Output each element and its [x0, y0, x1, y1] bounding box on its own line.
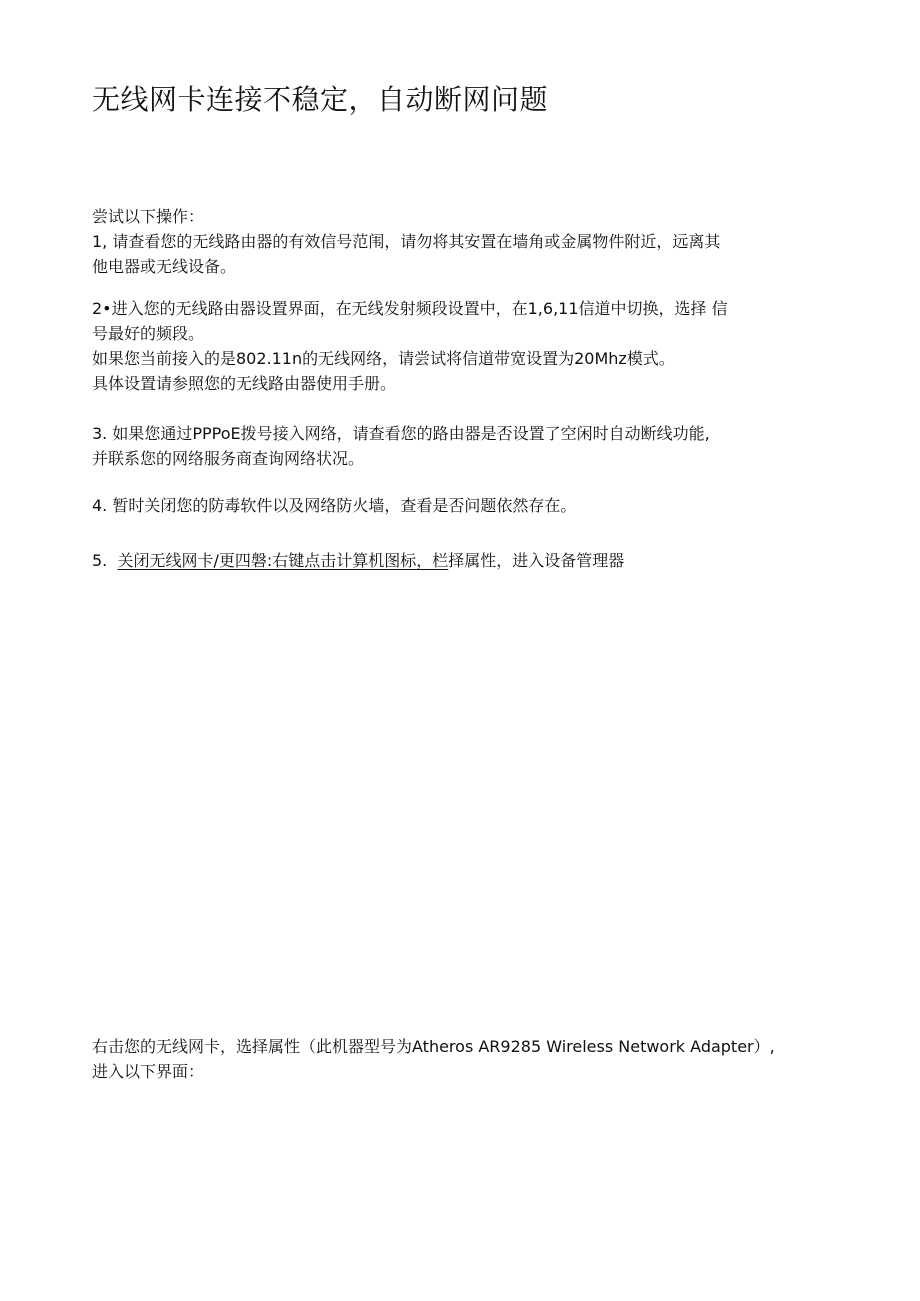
step-3-paragraph	[92, 421, 832, 471]
step-4-paragraph	[92, 493, 832, 518]
step-1-line: 他电器或无线设备。	[92, 257, 237, 276]
step-5-line	[92, 548, 832, 573]
step-5-paragraph	[92, 548, 832, 573]
step-2-line: 如果您当前接入的是802.11n的无线网络，请尝试将信道带宽设置为20Mhz模式。	[92, 349, 675, 368]
step-2-paragraph	[92, 296, 832, 396]
step-2-line: 号最好的频段。	[92, 324, 205, 343]
step-1-paragraph	[92, 229, 832, 279]
step-5-underlined-text: 关闭无线网卡/更四磐:右键点击计算机图标，栏	[117, 551, 449, 570]
step-5-suffix: 择属性，进入设备管理器	[448, 551, 625, 570]
step-3-line: 并联系您的网络服务商查询网络状况。	[92, 449, 365, 468]
adapter-note-line: 进入以下界面：	[92, 1062, 205, 1081]
intro-paragraph	[92, 204, 832, 229]
adapter-note-paragraph	[92, 1034, 832, 1084]
adapter-note-line: 右击您的无线网卡，选择属性（此机器型号为Atheros AR9285 Wireless Network Adapter）,	[92, 1037, 775, 1056]
page-title: 无线网卡连接不稳定，自动断网问题	[92, 83, 549, 116]
step-4-text: 4. 暂时关闭您的防毒软件以及网络防火墙，查看是否问题依然存在。	[92, 496, 577, 515]
step-3-line: 3. 如果您通过PPPoE拨号接入网络，请查看您的路由器是否设置了空闲时自动断线功能,	[92, 424, 710, 443]
step-1-line: 1, 请查看您的无线路由器的有效信号范闱，请勿将其安置在墙角或金属物件附近，远离其	[92, 232, 721, 251]
step-5-prefix: 5.	[92, 551, 118, 570]
step-2-line: 2•进入您的无线路由器设置界面，在无线发射频段设置中，在1,6,11信道中切换，选择 信	[92, 299, 728, 318]
step-2-line: 具体设置请参照您的无线路由器使用手册。	[92, 374, 397, 393]
intro-text: 尝试以下操作：	[92, 207, 205, 226]
